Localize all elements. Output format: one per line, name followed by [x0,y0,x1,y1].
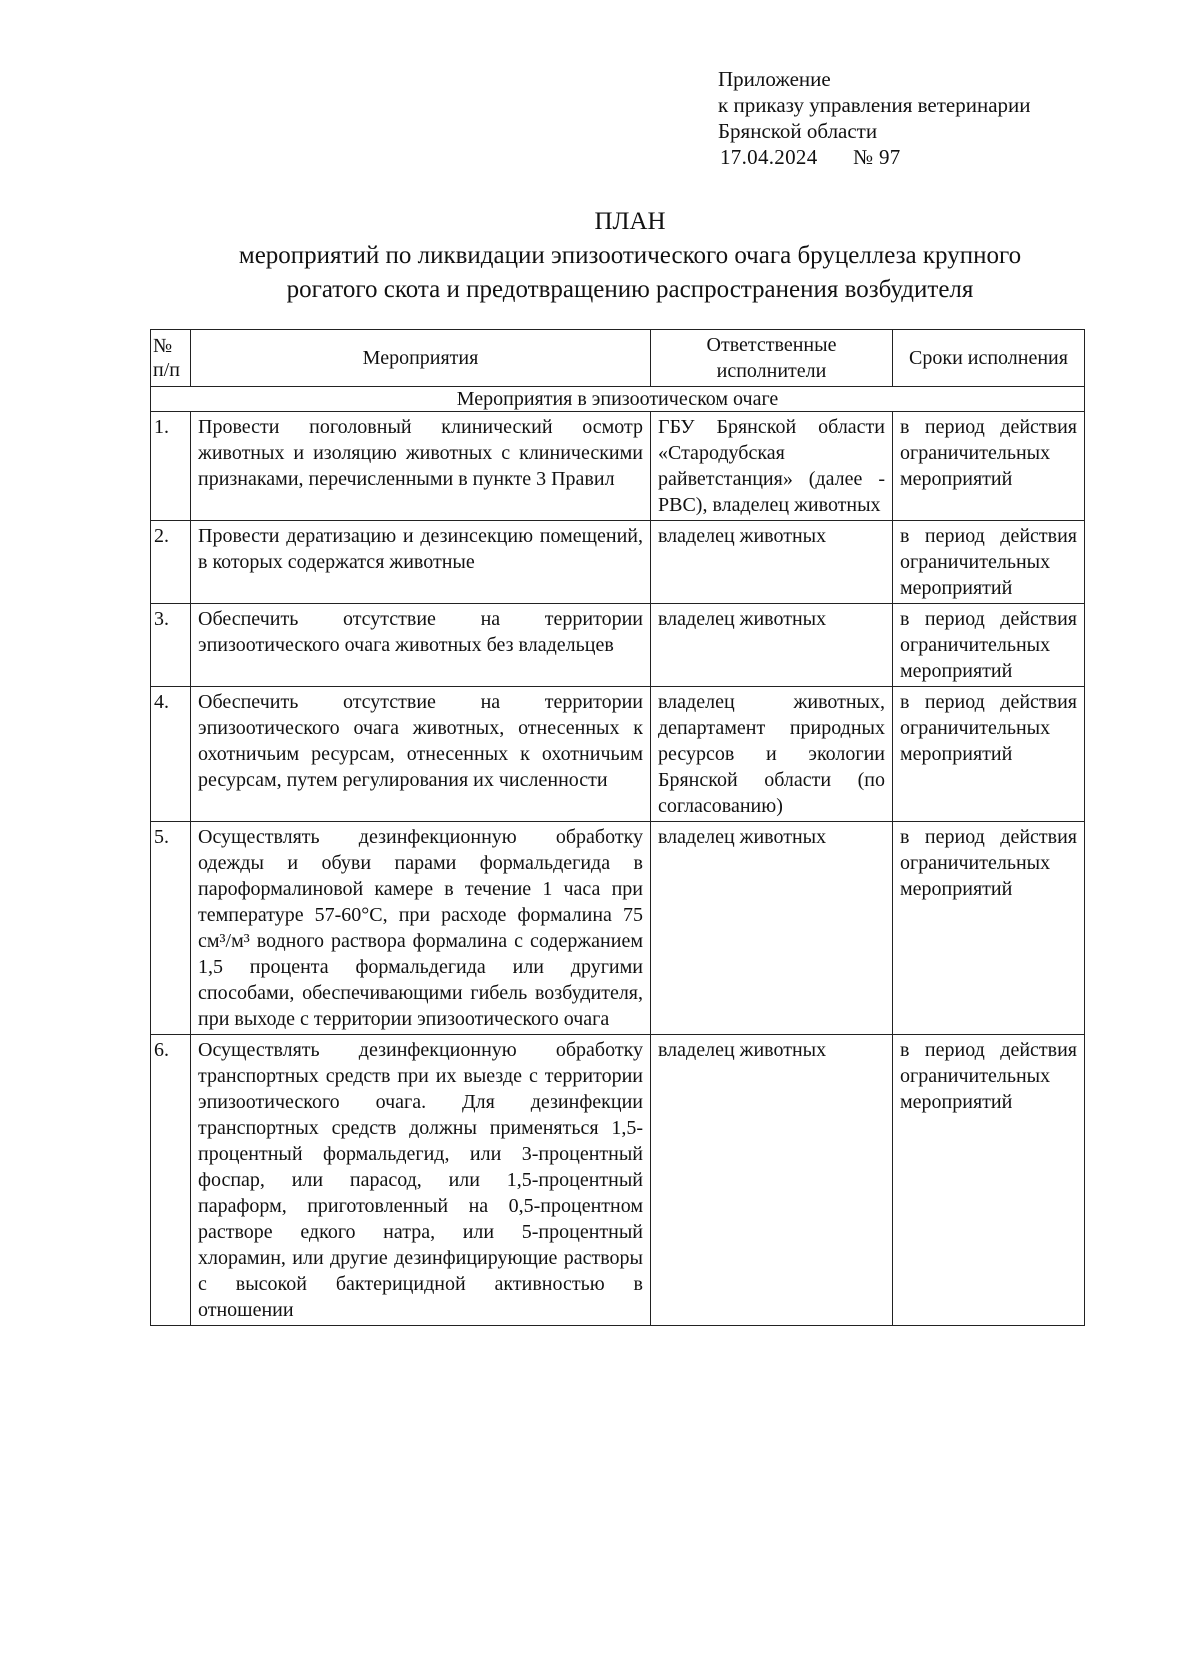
header-deadlines: Сроки исполнения [893,330,1085,387]
row-deadline: в период действия ограничительных мероприятий [893,822,1085,1035]
row-number: 1. [151,412,191,521]
row-measure: Обеспечить отсутствие на территории эпизоотического очага животных без владельцев [191,604,651,687]
document-title [0,205,1200,307]
header-responsible: Ответственные исполнители [651,330,893,387]
table-row [151,822,1085,1035]
appendix-date-line [718,144,1031,170]
header-num: № п/п [151,330,191,387]
row-measure: Обеспечить отсутствие на территории эпизоотического очага животных, отнесенных к охотничьим ресурсам, отнесенных к охотничьим ресурсам, путем регулирования их численности [191,687,651,822]
order-number: № 97 [853,145,901,169]
order-date: 17.04.2024 [720,145,818,169]
table-row [151,687,1085,822]
row-responsible: владелец животных [651,822,893,1035]
row-deadline: в период действия ограничительных мероприятий [893,412,1085,521]
row-number: 2. [151,521,191,604]
row-deadline: в период действия ограничительных мероприятий [893,521,1085,604]
row-measure: Провести дератизацию и дезинсекцию помещений, в которых содержатся животные [191,521,651,604]
table-row [151,521,1085,604]
row-responsible: владелец животных [651,1035,893,1326]
title-line-2: рогатого скота и предотвращению распространения возбудителя [286,276,974,303]
appendix-label: Приложение [718,67,831,91]
row-responsible: владелец животных [651,521,893,604]
plan-table [150,329,1085,1326]
table-header-row [151,330,1085,387]
appendix-region: Брянской области [718,119,878,143]
appendix-order-ref: к приказу управления ветеринарии [718,93,1031,117]
title-line-1: мероприятий по ликвидации эпизоотического очага бруцеллеза крупного [238,242,1022,269]
row-measure: Провести поголовный клинический осмотр животных и изоляцию животных с клиническими признаками, перечисленными в пункте 3 Правил [191,412,651,521]
row-number: 5. [151,822,191,1035]
row-measure: Осуществлять дезинфекционную обработку одежды и обуви парами формальдегида в пароформалиновой камере в течение 1 часа при температуре 57-60°С, при расходе формалина 75 см³/м³ водного раствора формалина с содержанием 1,5 процента формальдегида или другими способами, обеспечивающими гибель возбудителя, при выходе с территории эпизоотического очага [191,822,651,1035]
row-deadline: в период действия ограничительных мероприятий [893,687,1085,822]
row-measure: Осуществлять дезинфекционную обработку транспортных средств при их выезде с территории эпизоотического очага. Для дезинфекции транспортных средств должны применяться 1,5-процентный формальдегид, или 3-процентный фоспар, или парасод, или 1,5-процентный параформ, приготовленный на 0,5-процентном растворе едкого натра, или 5-процентный хлорамин, или другие дезинфицирующие растворы с высокой бактерицидной активностью в отношении [191,1035,651,1326]
header-measures: Мероприятия [191,330,651,387]
table-row [151,412,1085,521]
section-row [151,387,1085,412]
row-number: 6. [151,1035,191,1326]
section-title: Мероприятия в эпизоотическом очаге [151,387,1085,412]
row-responsible: ГБУ Брянской области «Стародубская райветстанция» (далее - РВС), владелец животных [651,412,893,521]
title-main: ПЛАН [594,208,666,235]
row-number: 4. [151,687,191,822]
row-responsible: владелец животных [651,604,893,687]
row-number: 3. [151,604,191,687]
table-row [151,1035,1085,1326]
table-row [151,604,1085,687]
appendix-header [718,66,1031,170]
row-responsible: владелец животных, департамент природных ресурсов и экологии Брянской области (по согласованию) [651,687,893,822]
row-deadline: в период действия ограничительных мероприятий [893,1035,1085,1326]
row-deadline: в период действия ограничительных мероприятий [893,604,1085,687]
